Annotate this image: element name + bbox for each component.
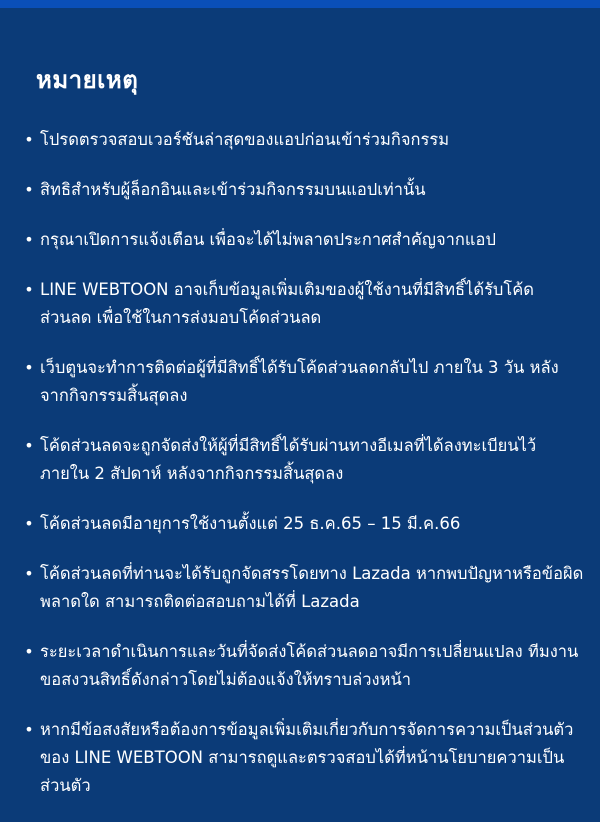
note-text: โปรดตรวจสอบเวอร์ชันล่าสุดของแอปก่อนเข้าร่วมกิจกรรม <box>40 130 450 149</box>
top-accent-strip <box>0 0 600 8</box>
bullet-icon: • <box>24 280 34 299</box>
bullet-icon: • <box>24 358 34 377</box>
bullet-icon: • <box>24 720 34 739</box>
bullet-icon: • <box>24 180 34 199</box>
bullet-icon: • <box>24 436 34 455</box>
list-item <box>24 716 584 800</box>
bullet-icon: • <box>24 564 34 583</box>
note-text: เว็บตูนจะทำการติดต่อผู้ที่มีสิทธิ์ได้รับโค้ดส่วนลดกลับไป ภายใน 3 วัน หลังจากกิจกรรมสิ้นสุดลง <box>40 358 559 405</box>
note-text: โค้ดส่วนลดที่ท่านจะได้รับถูกจัดสรรโดยทาง Lazada หากพบปัญหาหรือข้อผิดพลาดใด สามารถติดต่อสอบถามได้ที่ Lazada <box>40 564 584 611</box>
bullet-icon: • <box>24 130 34 149</box>
list-item <box>24 560 584 616</box>
list-item <box>24 226 584 254</box>
note-text: โค้ดส่วนลดมีอายุการใช้งานตั้งแต่ 25 ธ.ค.65 – 15 มี.ค.66 <box>40 514 461 533</box>
list-item <box>24 276 584 332</box>
notes-panel <box>0 8 600 817</box>
bullet-icon: • <box>24 514 34 533</box>
list-item <box>24 126 584 154</box>
note-text: ระยะเวลาดำเนินการและวันที่จัดส่งโค้ดส่วนลดอาจมีการเปลี่ยนแปลง ทีมงานขอสงวนสิทธิ์ดังกล่าวโดยไม่ต้องแจ้งให้ทราบล่วงหน้า <box>40 642 579 689</box>
note-text: กรุณาเปิดการแจ้งเตือน เพื่อจะได้ไม่พลาดประกาศสำคัญจากแอป <box>40 230 496 249</box>
list-item <box>24 354 584 410</box>
note-text: โค้ดส่วนลดจะถูกจัดส่งให้ผู้ที่มีสิทธิ์ได้รับผ่านทางอีเมลที่ได้ลงทะเบียนไว้ภายใน 2 สัปดาห์ หลังจากกิจกรรมสิ้นสุดลง <box>40 436 537 483</box>
note-text: หากมีข้อสงสัยหรือต้องการข้อมูลเพิ่มเติมเกี่ยวกับการจัดการความเป็นส่วนตัวของ LINE WEBTOON สามารถดูและตรวจสอบได้ที่หน้านโยบายความเป็นส่วนตัว <box>40 720 574 795</box>
section-title: หมายเหตุ <box>36 66 139 94</box>
list-item <box>24 176 584 204</box>
note-text: สิทธิสำหรับผู้ล็อกอินและเข้าร่วมกิจกรรมบนแอปเท่านั้น <box>40 180 426 199</box>
bullet-icon: • <box>24 642 34 661</box>
list-item <box>24 432 584 488</box>
list-item <box>24 638 584 694</box>
bullet-icon: • <box>24 230 34 249</box>
notes-list <box>24 126 584 822</box>
note-text: LINE WEBTOON อาจเก็บข้อมูลเพิ่มเติมของผู้ใช้งานที่มีสิทธิ์ได้รับโค้ดส่วนลด เพื่อใช้ในการส่งมอบโค้ดส่วนลด <box>40 280 535 327</box>
list-item <box>24 510 584 538</box>
